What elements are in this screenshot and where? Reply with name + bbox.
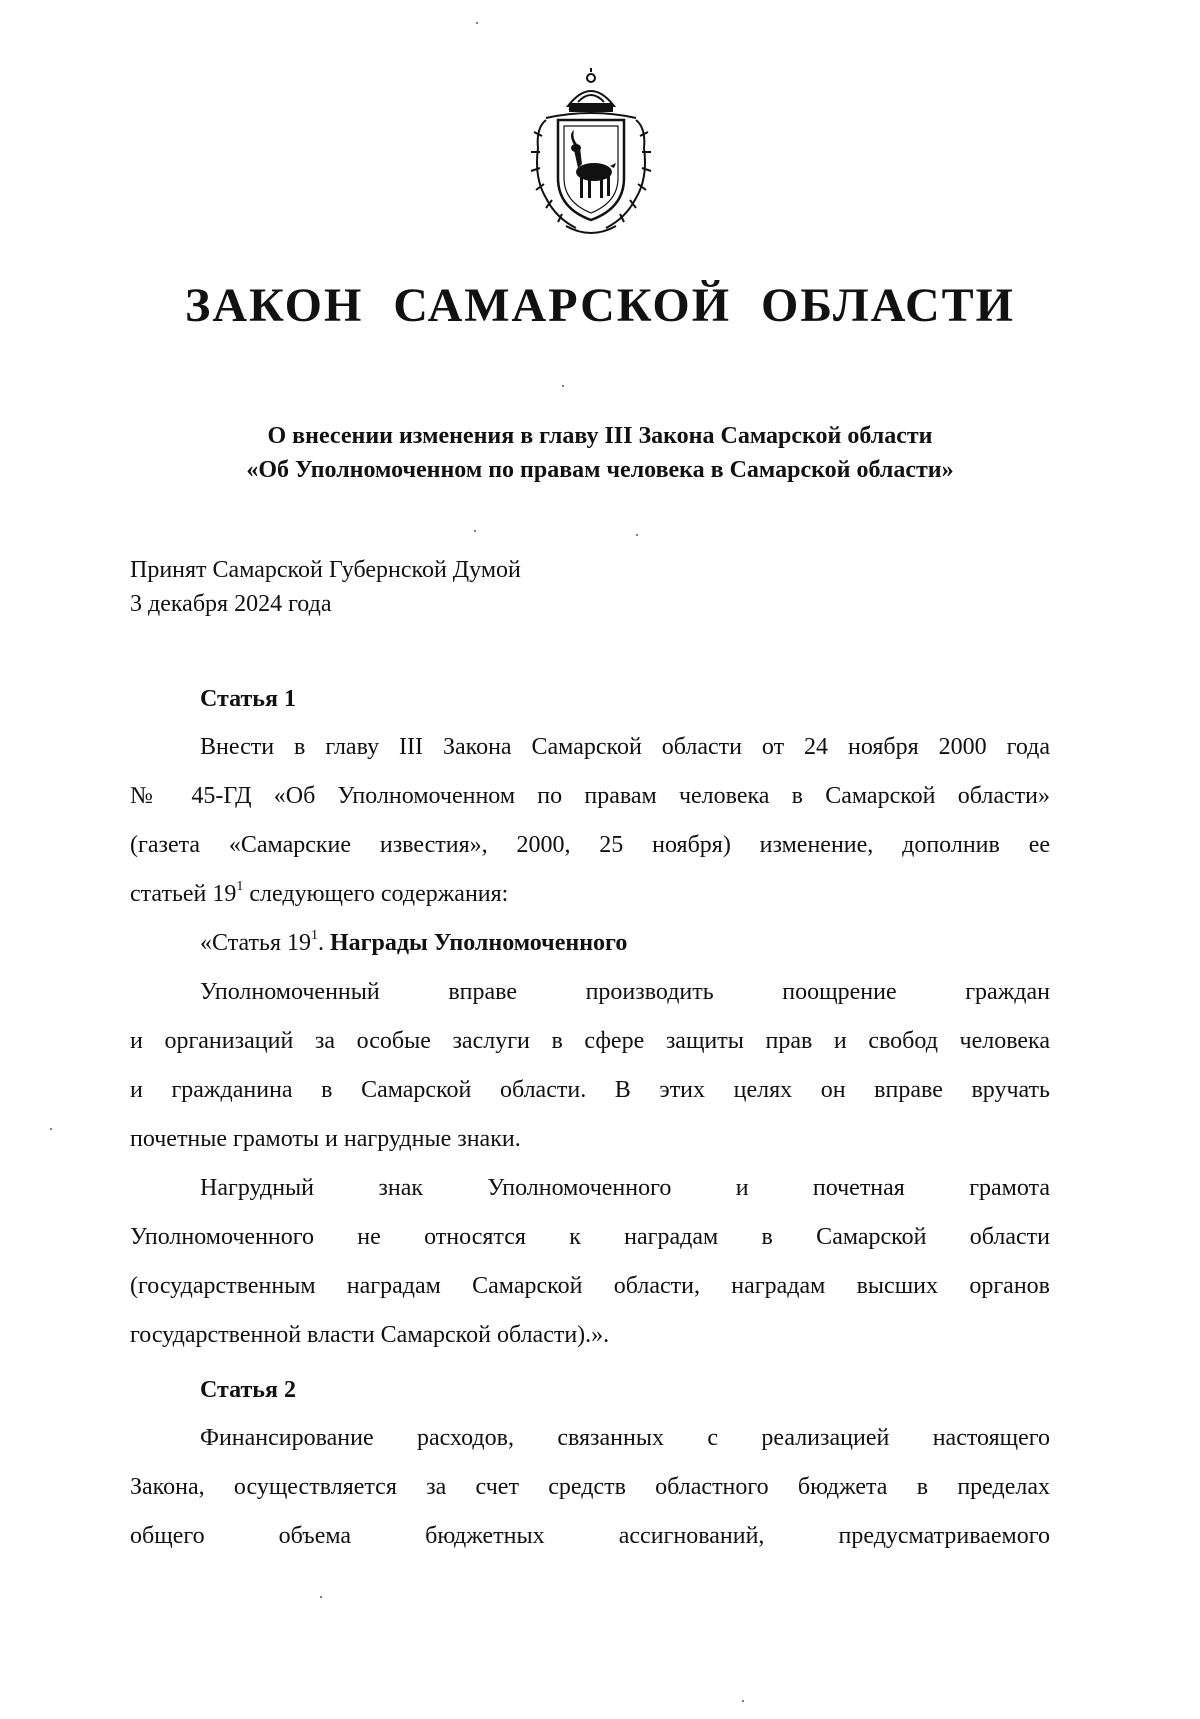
article-1-text-line: Уполномоченный вправе производить поощрение граждан [200, 979, 1050, 1005]
scan-speck [474, 530, 476, 532]
article-1-text-line: Внести в главу III Закона Самарской области от 24 ноября 2000 года [200, 734, 1050, 760]
article-1-text-line: государственной власти Самарской области).». [130, 1322, 610, 1348]
text-fragment: статьей 19 [130, 881, 237, 907]
article-2-text-line: Финансирование расходов, связанных с реализацией настоящего [200, 1425, 1050, 1451]
law-subtitle-line-1: О внесении изменения в главу III Закона Самарской области [267, 423, 933, 449]
new-article-title: Награды Уполномоченного [329, 930, 628, 956]
article-1-text-line: и гражданина в Самарской области. В этих целях он вправе вручать [130, 1077, 1050, 1103]
adopted-by: Принят Самарской Губернской Думой [130, 557, 521, 583]
article-1-heading: Статья 1 [200, 686, 296, 712]
article-1-text-line-last [130, 881, 1050, 908]
article-1-text-line: (газета «Самарские известия», 2000, 25 ноября) изменение, дополнив ее [130, 832, 1050, 858]
article-1-text-line: (государственным наградам Самарской области, наградам высших органов [130, 1273, 1050, 1299]
article-1-text-line: № 45-ГД «Об Уполномоченном по правам человека в Самарской области» [130, 783, 1050, 809]
law-subtitle-line-2: «Об Уполномоченном по правам человека в Самарской области» [246, 457, 954, 483]
text-fragment: «Статья 19 [200, 930, 311, 956]
article-1-text-line: почетные грамоты и нагрудные знаки. [130, 1126, 521, 1152]
article-1-text-line: Уполномоченного не относятся к наградам в Самарской области [130, 1224, 1050, 1250]
article-2-text-line: Закона, осуществляется за счет средств областного бюджета в пределах [130, 1474, 1050, 1500]
text-fragment: следующего содержания: [243, 881, 509, 907]
scan-speck [636, 534, 638, 536]
text-fragment: . [317, 930, 330, 956]
superscript: 1 [310, 928, 318, 943]
scan-speck [476, 22, 478, 24]
new-article-title-line [200, 930, 1050, 957]
article-2-heading: Статья 2 [200, 1377, 296, 1403]
scan-speck [320, 1596, 322, 1598]
superscript: 1 [236, 879, 244, 894]
article-2-text-line: общего объема бюджетных ассигнований, предусматриваемого [130, 1523, 1050, 1549]
scan-speck [562, 385, 564, 387]
scan-speck [50, 1128, 52, 1130]
law-title: ЗАКОН САМАРСКОЙ ОБЛАСТИ [185, 279, 1015, 332]
adopted-date: 3 декабря 2024 года [130, 591, 332, 617]
scan-speck [742, 1700, 744, 1702]
article-1-text-line: Нагрудный знак Уполномоченного и почетная грамота [200, 1175, 1050, 1201]
samara-coat-of-arms-icon [516, 68, 666, 244]
article-1-text-line: и организаций за особые заслуги в сфере защиты прав и свобод человека [130, 1028, 1050, 1054]
